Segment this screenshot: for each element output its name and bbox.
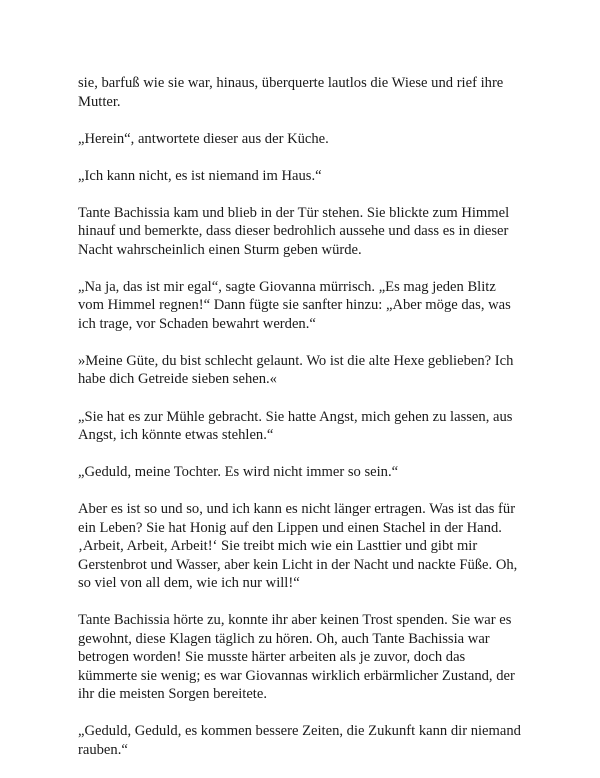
paragraph: „Herein“, antwortete dieser aus der Küche. xyxy=(78,130,329,147)
paragraph: „Na ja, das ist mir egal“, sagte Giovanna mürrisch. „Es mag jeden Blitz vom Himmel regnen!“ Dann fügte sie sanfter hinzu: „Aber möge das, was ich trage, vor Schaden bewahrt werden.“ xyxy=(78,278,511,332)
paragraph: „Ich kann nicht, es ist niemand im Haus.“ xyxy=(78,167,322,184)
paragraph: „Geduld, meine Tochter. Es wird nicht immer so sein.“ xyxy=(78,464,399,481)
paragraph: „Sie hat es zur Mühle gebracht. Sie hatte Angst, mich gehen zu lassen, aus Angst, ich könnte etwas stehlen.“ xyxy=(78,408,513,444)
paragraph: Tante Bachissia hörte zu, konnte ihr aber keinen Trost spenden. Sie war es gewohnt, diese Klagen täglich zu hören. Oh, auch Tante Bachissia war betrogen worden! Sie musste härter arbeiten als je zuvor, doch das kümmerte sie wenig; es war Giovannas wirklich erbärmlicher Zustand, der ihr die meisten Sorgen bereitete. xyxy=(78,612,515,703)
paragraph: sie, barfuß wie sie war, hinaus, überquerte lautlos die Wiese und rief ihre Mutter. xyxy=(78,75,504,110)
text-body xyxy=(78,74,530,778)
paragraph: Aber es ist so und so, und ich kann es nicht länger ertragen. Was ist das für ein Leben? Sie hat Honig auf den Lippen und einen Stachel in der Hand. ‚Arbeit, Arbeit, Arbeit!‘ Sie treibt mich wie ein Lasttier und gibt mir Gerstenbrot und Wasser, aber kein Licht in der Nacht und nackte Füße. Oh, so viel von all dem, wie ich nur will!“ xyxy=(78,501,518,592)
paragraph: »Meine Güte, du bist schlecht gelaunt. Wo ist die alte Hexe geblieben? Ich habe dich Getreide sieben sehen.« xyxy=(78,352,514,388)
paragraph: Tante Bachissia kam und blieb in der Tür stehen. Sie blickte zum Himmel hinauf und bemerkte, dass dieser bedrohlich aussehe und dass es in dieser Nacht wahrscheinlich einen Sturm geben würde. xyxy=(78,204,510,258)
paragraph: „Geduld, Geduld, es kommen bessere Zeiten, die Zukunft kann dir niemand rauben.“ xyxy=(78,723,521,758)
